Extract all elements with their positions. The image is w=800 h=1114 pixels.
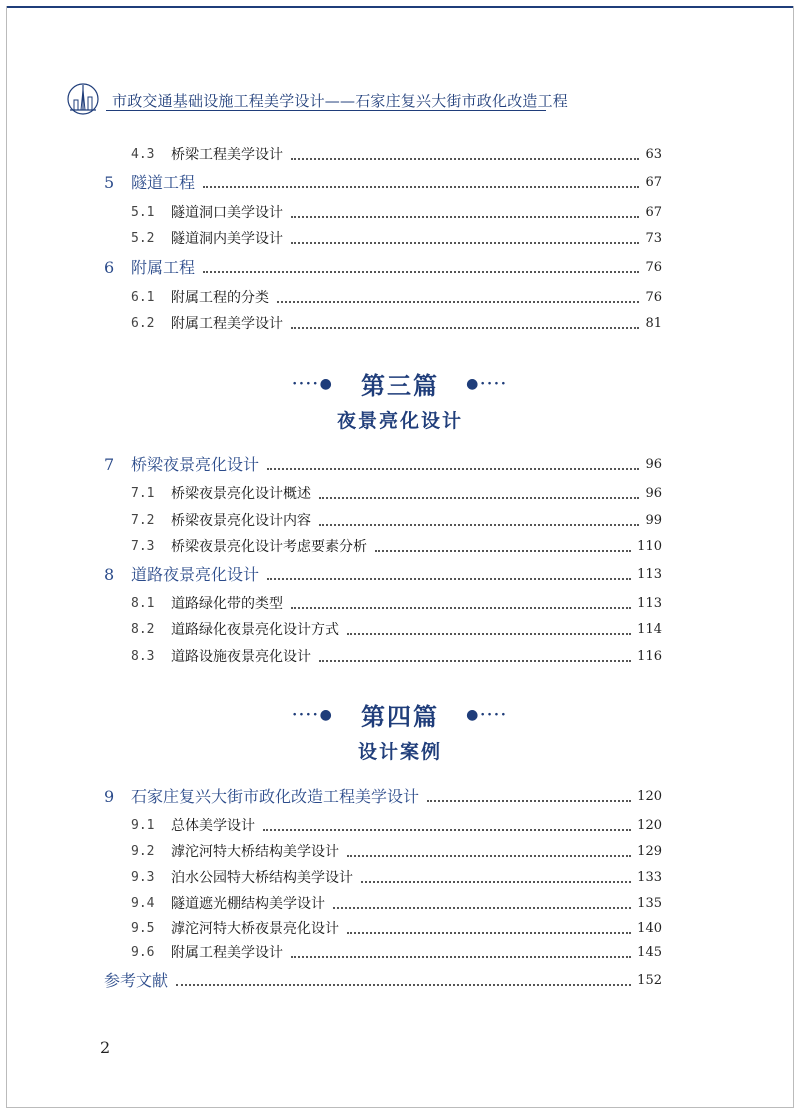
toc-section-entry[interactable] xyxy=(0,918,800,940)
toc-entry-title: 道路夜景亮化设计 xyxy=(131,565,260,584)
toc-entry-title: 隧道洞内美学设计 xyxy=(171,231,283,247)
toc-entry-page: 145 xyxy=(637,945,662,960)
toc-entry-page: 96 xyxy=(645,457,662,472)
toc-section-entry[interactable] xyxy=(0,815,800,837)
dot-leader xyxy=(347,847,631,857)
toc-entry-page: 113 xyxy=(637,596,662,611)
toc-entry-page: 140 xyxy=(637,921,662,936)
toc-entry-title: 附属工程美学设计 xyxy=(171,316,283,332)
toc-section-entry[interactable] xyxy=(0,593,800,615)
toc-entry-number: 4.3 xyxy=(131,147,155,162)
header-rule xyxy=(106,110,546,111)
dot-leader xyxy=(375,542,631,552)
toc-entry-number: 8.2 xyxy=(131,622,155,637)
toc-section-entry[interactable] xyxy=(0,867,800,889)
toc-entry-page: 110 xyxy=(637,539,662,554)
toc-entry-number: 7.1 xyxy=(131,486,155,501)
toc-section-entry[interactable] xyxy=(0,841,800,863)
part-title: 第三篇 xyxy=(361,371,439,400)
dot-leader xyxy=(263,821,631,831)
toc-entry-number: 7.3 xyxy=(131,539,155,554)
dot-leader xyxy=(203,263,639,273)
part-decoration-left: ····● xyxy=(292,706,334,723)
toc-entry-page: 114 xyxy=(637,622,662,637)
toc-chapter-entry[interactable] xyxy=(0,786,800,808)
toc-entry-number: 8.3 xyxy=(131,649,155,664)
toc-section-entry[interactable] xyxy=(0,287,800,309)
toc-entry-page: 120 xyxy=(637,789,662,804)
toc-entry-page: 76 xyxy=(645,260,662,275)
toc-entry-title: 桥梁工程美学设计 xyxy=(171,147,283,163)
toc-entry-title: 泊水公园特大桥结构美学设计 xyxy=(171,870,353,886)
page-frame-bottom xyxy=(6,1107,794,1108)
dot-leader xyxy=(176,976,631,986)
toc-entry-page: 81 xyxy=(645,316,662,331)
toc-section-entry[interactable] xyxy=(0,202,800,224)
toc-entry-number: 9.6 xyxy=(131,945,155,960)
toc-references-entry[interactable] xyxy=(0,970,800,992)
toc-section-entry[interactable] xyxy=(0,536,800,558)
dot-leader xyxy=(361,873,631,883)
toc-section-entry[interactable] xyxy=(0,228,800,250)
toc-entry-number: 9.2 xyxy=(131,844,155,859)
dot-leader xyxy=(291,948,631,958)
running-title: 市政交通基础设施工程美学设计——石家庄复兴大街市政化改造工程 xyxy=(112,92,569,110)
running-header xyxy=(66,82,586,116)
toc-entry-page: 120 xyxy=(637,818,662,833)
toc-entry-number: 6.1 xyxy=(131,290,155,305)
toc-entry-title: 隧道工程 xyxy=(131,173,196,192)
toc-section-entry[interactable] xyxy=(0,893,800,915)
part-three-heading xyxy=(0,366,800,401)
toc-section-entry[interactable] xyxy=(0,510,800,532)
toc-entry-title: 桥梁夜景亮化设计 xyxy=(131,455,260,474)
toc-entry-title: 滹沱河特大桥夜景亮化设计 xyxy=(171,921,339,937)
toc-entry-page: 76 xyxy=(645,290,662,305)
toc-entry-title: 石家庄复兴大街市政化改造工程美学设计 xyxy=(131,787,420,806)
toc-entry-title: 道路绿化带的类型 xyxy=(171,596,283,612)
page-frame-top xyxy=(6,6,794,8)
toc-entry-page: 73 xyxy=(645,231,662,246)
toc-entry-page: 152 xyxy=(637,973,662,988)
toc-section-entry[interactable] xyxy=(0,313,800,335)
toc-entry-page: 133 xyxy=(637,870,662,885)
toc-entry-title: 附属工程美学设计 xyxy=(171,945,283,961)
toc-entry-number: 9.5 xyxy=(131,921,155,936)
toc-entry-number: 9 xyxy=(104,787,115,806)
toc-entry-title: 桥梁夜景亮化设计考虑要素分析 xyxy=(171,539,367,555)
toc-entry-number: 7 xyxy=(104,455,115,474)
dot-leader xyxy=(203,178,639,188)
page-number: 2 xyxy=(100,1038,111,1057)
part-title: 第四篇 xyxy=(361,702,439,731)
toc-entry-title: 参考文献 xyxy=(104,971,169,990)
toc-entry-page: 63 xyxy=(645,147,662,162)
toc-entry-title: 附属工程的分类 xyxy=(171,290,269,306)
dot-leader xyxy=(277,293,639,303)
dot-leader xyxy=(291,150,639,160)
part-four-heading xyxy=(0,697,800,732)
dot-leader xyxy=(291,319,639,329)
toc-entry-number: 8 xyxy=(104,565,115,584)
toc-entry-page: 67 xyxy=(645,175,662,190)
dot-leader xyxy=(319,489,639,499)
toc-entry-page: 67 xyxy=(645,205,662,220)
toc-entry-title: 附属工程 xyxy=(131,258,196,277)
toc-entry-number: 6 xyxy=(104,258,115,277)
toc-entry-page: 96 xyxy=(645,486,662,501)
toc-entry-page: 135 xyxy=(637,896,662,911)
toc-entry-number: 7.2 xyxy=(131,513,155,528)
dot-leader xyxy=(347,924,631,934)
toc-entry-number: 9.4 xyxy=(131,896,155,911)
toc-entry-page: 129 xyxy=(637,844,662,859)
part-subtitle: 夜景亮化设计 xyxy=(336,410,463,432)
toc-entry-number: 6.2 xyxy=(131,316,155,331)
toc-entry-page: 113 xyxy=(637,567,662,582)
toc-entry-number: 5.1 xyxy=(131,205,155,220)
toc-chapter-entry[interactable] xyxy=(0,454,800,476)
dot-leader xyxy=(267,570,631,580)
toc-entry-title: 道路设施夜景亮化设计 xyxy=(171,649,311,665)
toc-entry-title: 总体美学设计 xyxy=(171,818,255,834)
toc-chapter-entry[interactable] xyxy=(0,257,800,279)
dot-leader xyxy=(267,460,639,470)
part-decoration-right: ●···· xyxy=(466,706,508,723)
part-decoration-right: ●···· xyxy=(466,375,508,392)
dot-leader xyxy=(291,234,639,244)
toc-entry-number: 9.3 xyxy=(131,870,155,885)
toc-section-entry[interactable] xyxy=(0,483,800,505)
toc-entry-number: 5 xyxy=(104,173,115,192)
dot-leader xyxy=(427,792,631,802)
toc-section-entry[interactable] xyxy=(0,646,800,668)
dot-leader xyxy=(333,899,631,909)
toc-entry-title: 道路绿化夜景亮化设计方式 xyxy=(171,622,339,638)
toc-entry-number: 9.1 xyxy=(131,818,155,833)
toc-entry-title: 隧道遮光棚结构美学设计 xyxy=(171,896,325,912)
dot-leader xyxy=(319,652,631,662)
toc-chapter-entry[interactable] xyxy=(0,172,800,194)
toc-entry-page: 116 xyxy=(637,649,662,664)
toc-section-entry[interactable] xyxy=(0,942,800,964)
toc-entry-title: 隧道洞口美学设计 xyxy=(171,205,283,221)
dot-leader xyxy=(291,599,631,609)
dot-leader xyxy=(319,516,639,526)
toc-entry-title: 桥梁夜景亮化设计内容 xyxy=(171,513,311,529)
city-skyline-icon xyxy=(66,82,100,116)
toc-entry-title: 桥梁夜景亮化设计概述 xyxy=(171,486,311,502)
dot-leader xyxy=(291,208,639,218)
part-decoration-left: ····● xyxy=(292,375,334,392)
part-subtitle: 设计案例 xyxy=(357,741,442,763)
toc-entry-number: 5.2 xyxy=(131,231,155,246)
dot-leader xyxy=(347,625,631,635)
toc-entry-number: 8.1 xyxy=(131,596,155,611)
toc-entry-title: 滹沱河特大桥结构美学设计 xyxy=(171,844,339,860)
toc-chapter-entry[interactable] xyxy=(0,564,800,586)
toc-section-entry[interactable] xyxy=(0,144,800,166)
toc-entry-page: 99 xyxy=(645,513,662,528)
toc-section-entry[interactable] xyxy=(0,619,800,641)
